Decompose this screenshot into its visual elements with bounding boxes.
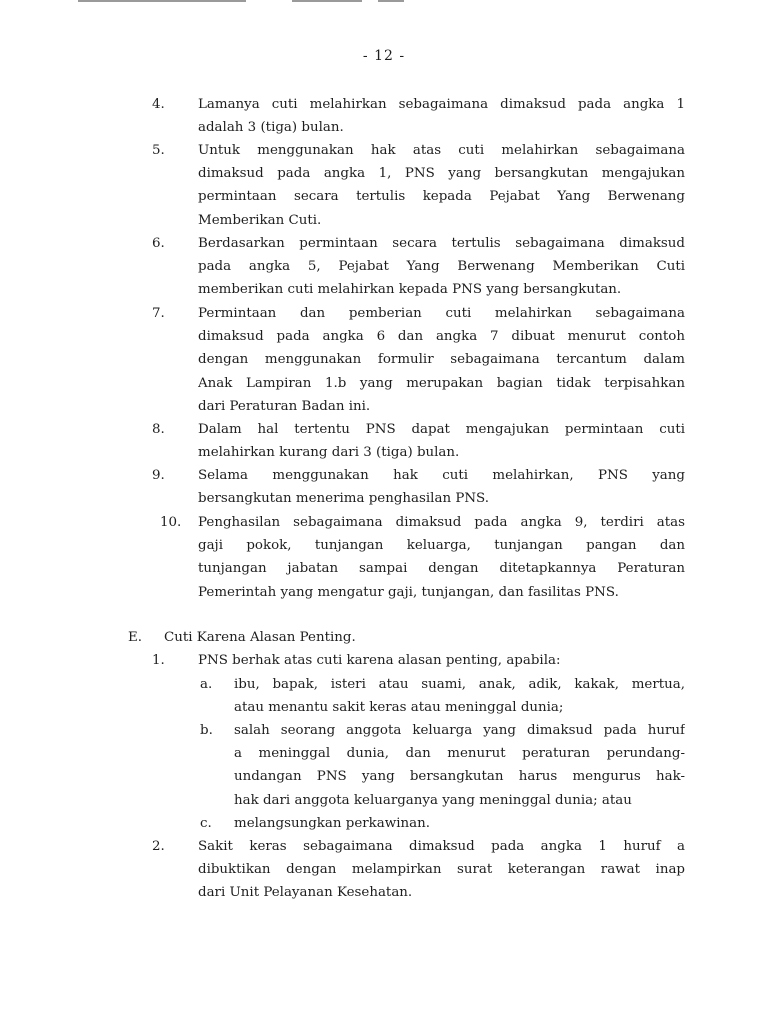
list-number: 5. (152, 143, 165, 158)
text-line: dibuktikan dengan melampirkan surat keterangan rawat inap (198, 862, 685, 878)
text-line: melahirkan kurang dari 3 (tiga) bulan. (198, 445, 460, 461)
sub-letter: b. (200, 723, 213, 738)
section-e-item-2 (152, 835, 685, 905)
text-line: Lamanya cuti melahirkan sebagaimana dimaksud pada angka 1 (198, 97, 685, 112)
text-line: dengan menggunakan formulir sebagaimana tercantum dalam (198, 352, 685, 368)
list-item-4 (152, 93, 685, 139)
list-item-5 (152, 139, 685, 232)
text-line: dari Peraturan Badan ini. (198, 398, 371, 414)
list-item-8 (152, 418, 685, 464)
text-line: Untuk menggunakan hak atas cuti melahirkan sebagaimana (198, 143, 685, 158)
section-letter: E. (128, 630, 143, 645)
list-item-9 (152, 464, 685, 510)
text-line: pada angka 5, Pejabat Yang Berwenang Memberikan Cuti (198, 259, 685, 275)
text-line: permintaan secara tertulis kepada Pejabat Yang Berwenang (198, 189, 685, 205)
text-line: a meninggal dunia, dan menurut peraturan perundang- (234, 746, 685, 762)
text-line: dimaksud pada angka 6 dan angka 7 dibuat menurut contoh (198, 329, 685, 345)
text-line: tunjangan jabatan sampai dengan ditetapkannya Peraturan (198, 561, 685, 577)
section-e-item-1 (152, 649, 685, 672)
list-item-7 (152, 302, 685, 418)
list-number: 4. (152, 97, 165, 112)
text-line: dimaksud pada angka 1, PNS yang bersangkutan mengajukan (198, 166, 685, 182)
text-line: Sakit keras sebagaimana dimaksud pada angka 1 huruf a (198, 839, 685, 854)
list-number: 2. (152, 839, 165, 854)
text-line: Selama menggunakan hak cuti melahirkan, PNS yang (198, 468, 685, 483)
section-e-heading (128, 626, 648, 649)
list-number: 6. (152, 236, 165, 251)
list-number: 1. (152, 653, 165, 668)
list-number: 7. (152, 306, 165, 321)
text-line: Dalam hal tertentu PNS dapat mengajukan permintaan cuti (198, 422, 685, 437)
text-line: gaji pokok, tunjangan keluarga, tunjangan pangan dan (198, 538, 685, 554)
text-line: adalah 3 (tiga) bulan. (198, 120, 344, 136)
sub-letter: c. (200, 816, 212, 831)
text-line: melangsungkan perkawinan. (234, 816, 430, 831)
text-line: bersangkutan menerima penghasilan PNS. (198, 491, 490, 507)
sub-letter: a. (200, 677, 213, 692)
scan-artifact-line (78, 0, 246, 2)
sub-item-a (200, 673, 685, 719)
text-line: Memberikan Cuti. (198, 212, 322, 228)
text-line: ibu, bapak, isteri atau suami, anak, adik, kakak, mertua, (234, 677, 685, 692)
text-line: PNS berhak atas cuti karena alasan penting, apabila: (198, 653, 561, 668)
list-number: 9. (152, 468, 165, 483)
sub-item-b (200, 719, 685, 812)
scan-artifact-line (292, 0, 362, 2)
text-line: Berdasarkan permintaan secara tertulis sebagaimana dimaksud (198, 236, 685, 251)
sub-item-c (200, 812, 685, 835)
text-line: undangan PNS yang bersangkutan harus mengurus hak- (234, 769, 685, 785)
text-line: salah seorang anggota keluarga yang dimaksud pada huruf (234, 723, 685, 738)
text-line: atau menantu sakit keras atau meninggal dunia; (234, 700, 564, 716)
list-number: 8. (152, 422, 165, 437)
text-line: hak dari anggota keluarganya yang meninggal dunia; atau (234, 792, 632, 808)
list-item-6 (152, 232, 685, 302)
text-line: Permintaan dan pemberian cuti melahirkan sebagaimana (198, 306, 685, 321)
page-number: - 12 - (362, 48, 406, 64)
section-title: Cuti Karena Alasan Penting. (164, 630, 356, 645)
list-item-10 (160, 511, 685, 604)
list-number: 10. (160, 515, 182, 530)
text-line: Anak Lampiran 1.b yang merupakan bagian tidak terpisahkan (198, 375, 685, 391)
text-line: Penghasilan sebagaimana dimaksud pada angka 9, terdiri atas (198, 515, 685, 530)
text-line: Pemerintah yang mengatur gaji, tunjangan, dan fasilitas PNS. (198, 584, 619, 600)
text-line: memberikan cuti melahirkan kepada PNS yang bersangkutan. (198, 282, 622, 298)
text-line: dari Unit Pelayanan Kesehatan. (198, 885, 413, 901)
scan-artifact-line (378, 0, 404, 2)
